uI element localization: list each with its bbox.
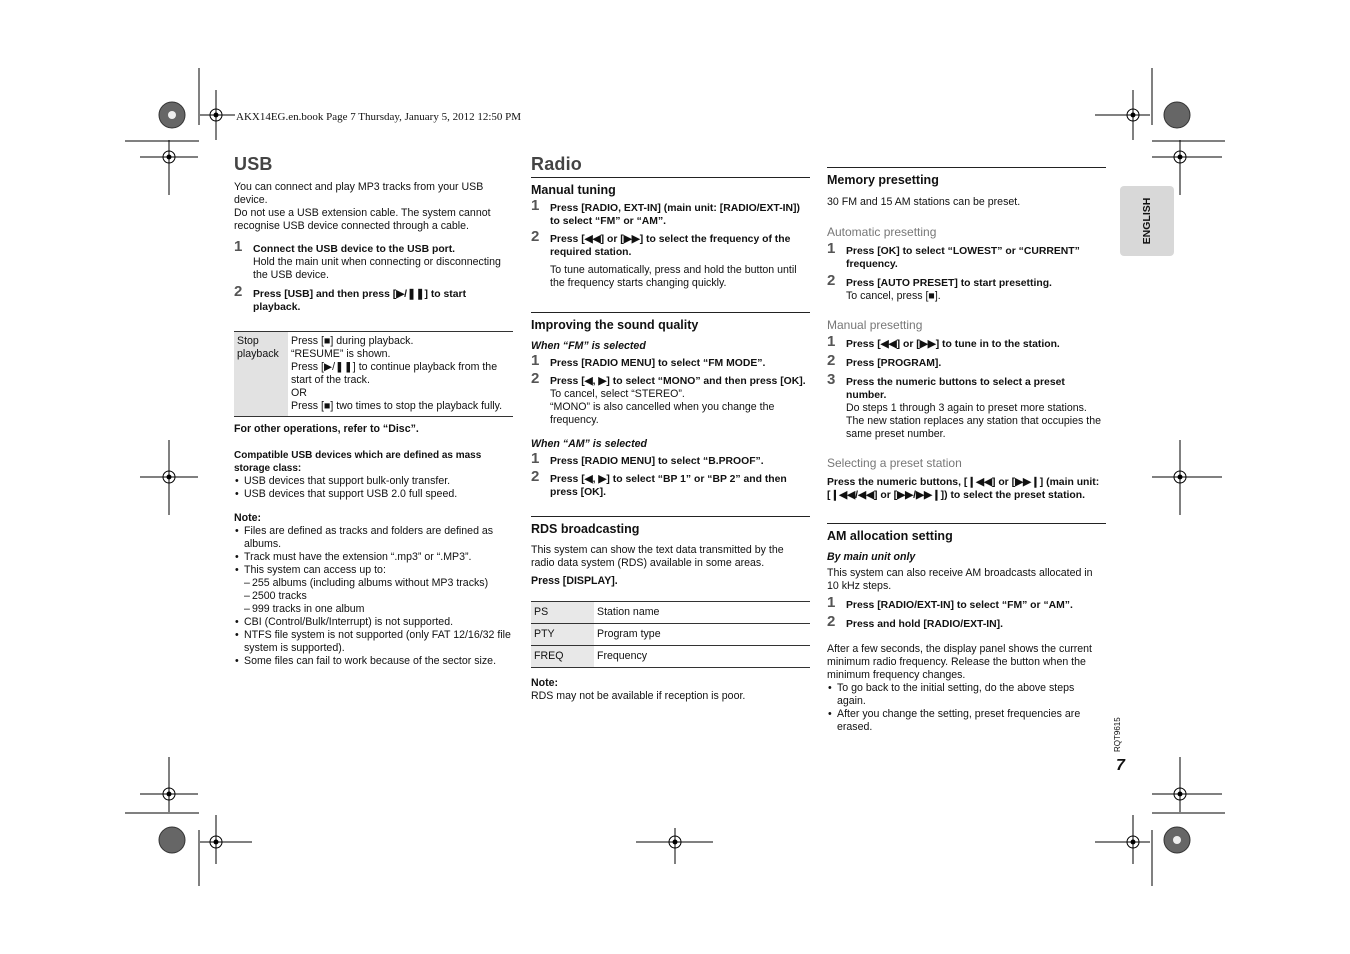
radio-note: RDS may not be available if reception is poor. — [531, 690, 746, 702]
list-item: • This system can access up to: — [234, 564, 513, 577]
list-item: • After you change the setting, preset frequencies are erased. — [827, 708, 1106, 734]
improve-title: Improving the sound quality — [531, 318, 699, 332]
table-row: PTY Program type — [531, 624, 810, 646]
memory-title: Memory presetting — [827, 173, 939, 187]
list-item: • USB devices that support bulk-only transfer. — [234, 475, 513, 488]
radio-section — [531, 154, 810, 703]
select-preset-title: Selecting a preset station — [827, 456, 962, 470]
usb-title: USB — [234, 154, 273, 174]
language-tab — [1120, 186, 1174, 256]
am-alloc-list — [827, 682, 1106, 734]
language-tab-label: ENGLISH — [1141, 197, 1153, 245]
list-item: • Files are defined as tracks and folders are defined as albums. — [234, 525, 513, 551]
stop-label: Stop playback — [234, 332, 288, 417]
am-alloc-step-1: 1 Press [RADIO/EXT-IN] to select “FM” or “AM”. — [827, 594, 1073, 611]
memory-intro: 30 FM and 15 AM stations can be preset. — [827, 196, 1021, 208]
usb-compat-title: Compatible USB devices which are defined as mass storage class: — [234, 450, 482, 474]
rds-press: Press [DISPLAY]. — [531, 575, 618, 587]
manual-step-1: 1 Press [◀◀] or [▶▶] to tune in to the station. — [827, 333, 1060, 350]
usb-note-list-2 — [234, 616, 513, 668]
fm-step-1: 1 Press [RADIO MENU] to select “FM MODE”. — [531, 352, 766, 369]
am-alloc-step-2: 2 Press and hold [RADIO/EXT-IN]. — [827, 613, 1004, 630]
usb-compat-list — [234, 475, 513, 501]
auto-step-2: 2 Press [AUTO PRESET] to start presetting. To cancel, press [■]. — [827, 272, 1052, 302]
usb-intro-1: You can connect and play MP3 tracks from your USB device. — [234, 181, 484, 206]
usb-intro-2: Do not use a USB extension cable. The system cannot recognise USB device connected through a cable. — [234, 207, 491, 232]
list-item: • Some files can fail to work because of the sector size. — [234, 655, 513, 668]
manual-step-2: 2 Press [PROGRAM]. — [827, 352, 942, 369]
list-item: • Track must have the extension “.mp3” or “.MP3”. — [234, 551, 513, 564]
memory-section — [827, 167, 1106, 734]
rds-intro: This system can show the text data transmitted by the radio data system (RDS) available in some areas. — [531, 544, 784, 569]
list-item: – 255 albums (including albums without MP3 tracks) — [234, 577, 513, 590]
usb-step-1: 1 Connect the USB device to the USB port. Hold the main unit when connecting or disconnecting the USB device. — [234, 238, 501, 281]
radio-title: Radio — [531, 154, 583, 174]
fm-selected: When “FM” is selected — [531, 340, 646, 352]
list-item: – 2500 tracks — [234, 590, 513, 603]
am-alloc-intro: This system can also receive AM broadcasts allocated in 10 kHz steps. — [827, 567, 1093, 592]
list-item: – 999 tracks in one album — [234, 603, 513, 616]
table-row: PS Station name — [531, 602, 810, 624]
am-selected: When “AM” is selected — [531, 438, 647, 450]
list-item: • CBI (Control/Bulk/Interrupt) is not supported. — [234, 616, 513, 629]
page-header: AKX14EG.en.book Page 7 Thursday, January 5, 2012 12:50 PM — [236, 111, 522, 123]
am-alloc-by: By main unit only — [827, 551, 916, 563]
am-step-1: 1 Press [RADIO MENU] to select “B.PROOF”. — [531, 450, 764, 467]
page-number: 7 — [1116, 757, 1125, 774]
auto-step-1: 1 Press [OK] to select “LOWEST” or “CURRENT” frequency. — [827, 240, 1080, 270]
stop-desc: Press [■] during playback. “RESUME” is shown. Press [▶/❚❚] to continue playback from the start of the track. OR Press [■] two times to stop the playback fully. — [291, 335, 503, 412]
rds-title: RDS broadcasting — [531, 522, 640, 536]
auto-preset-title: Automatic presetting — [827, 225, 937, 239]
am-alloc-title: AM allocation setting — [827, 529, 953, 543]
manual-step-3: 3 Press the numeric buttons to select a preset number. Do steps 1 through 3 again to preset more stations. The new station replaces any station that occupies the same preset number. — [827, 371, 1101, 440]
table-row: FREQ Frequency — [531, 646, 810, 668]
manual-tuning-title: Manual tuning — [531, 183, 616, 197]
radio-step-2: 2 Press [◀◀] or [▶▶] to select the frequency of the required station. To tune automatically, press and hold the button until the frequency starts changing quickly. — [531, 228, 797, 289]
rds-table — [531, 601, 810, 668]
am-step-2: 2 Press [◀, ▶] to select “BP 1” or “BP 2” and then press [OK]. — [531, 468, 787, 498]
usb-other-ops: For other operations, refer to “Disc”. — [234, 423, 419, 435]
list-item: • USB devices that support USB 2.0 full speed. — [234, 488, 513, 501]
select-preset-body: Press the numeric buttons, [❙◀◀] or [▶▶❙] (main unit: [❙◀◀/◀◀] or [▶▶/▶▶❙]) to select the preset station. — [827, 477, 1100, 501]
usb-note-list — [234, 525, 513, 577]
list-item: • To go back to the initial setting, do the above steps again. — [827, 682, 1106, 708]
list-item: • NTFS file system is not supported (only FAT 12/16/32 file system is supported). — [234, 629, 513, 655]
manual-preset-title: Manual presetting — [827, 318, 923, 332]
am-alloc-body: After a few seconds, the display panel shows the current minimum radio frequency. Release the button when the minimum frequency changes. — [827, 643, 1092, 681]
usb-stop-table — [234, 331, 513, 417]
fm-step-2: 2 Press [◀, ▶] to select “MONO” and then press [OK]. To cancel, select “STEREO”. “MONO” is also cancelled when you change the frequency. — [531, 370, 806, 426]
usb-section — [234, 154, 513, 668]
page-code: RQT9615 — [1113, 717, 1122, 752]
radio-note-title: Note: — [531, 677, 559, 689]
radio-step-1: 1 Press [RADIO, EXT-IN] (main unit: [RADIO/EXT-IN]) to select “FM” or “AM”. — [531, 197, 800, 227]
usb-note-title: Note: — [234, 512, 262, 524]
usb-step-2: 2 Press [USB] and then press [▶/❚❚] to start playback. — [234, 283, 467, 313]
